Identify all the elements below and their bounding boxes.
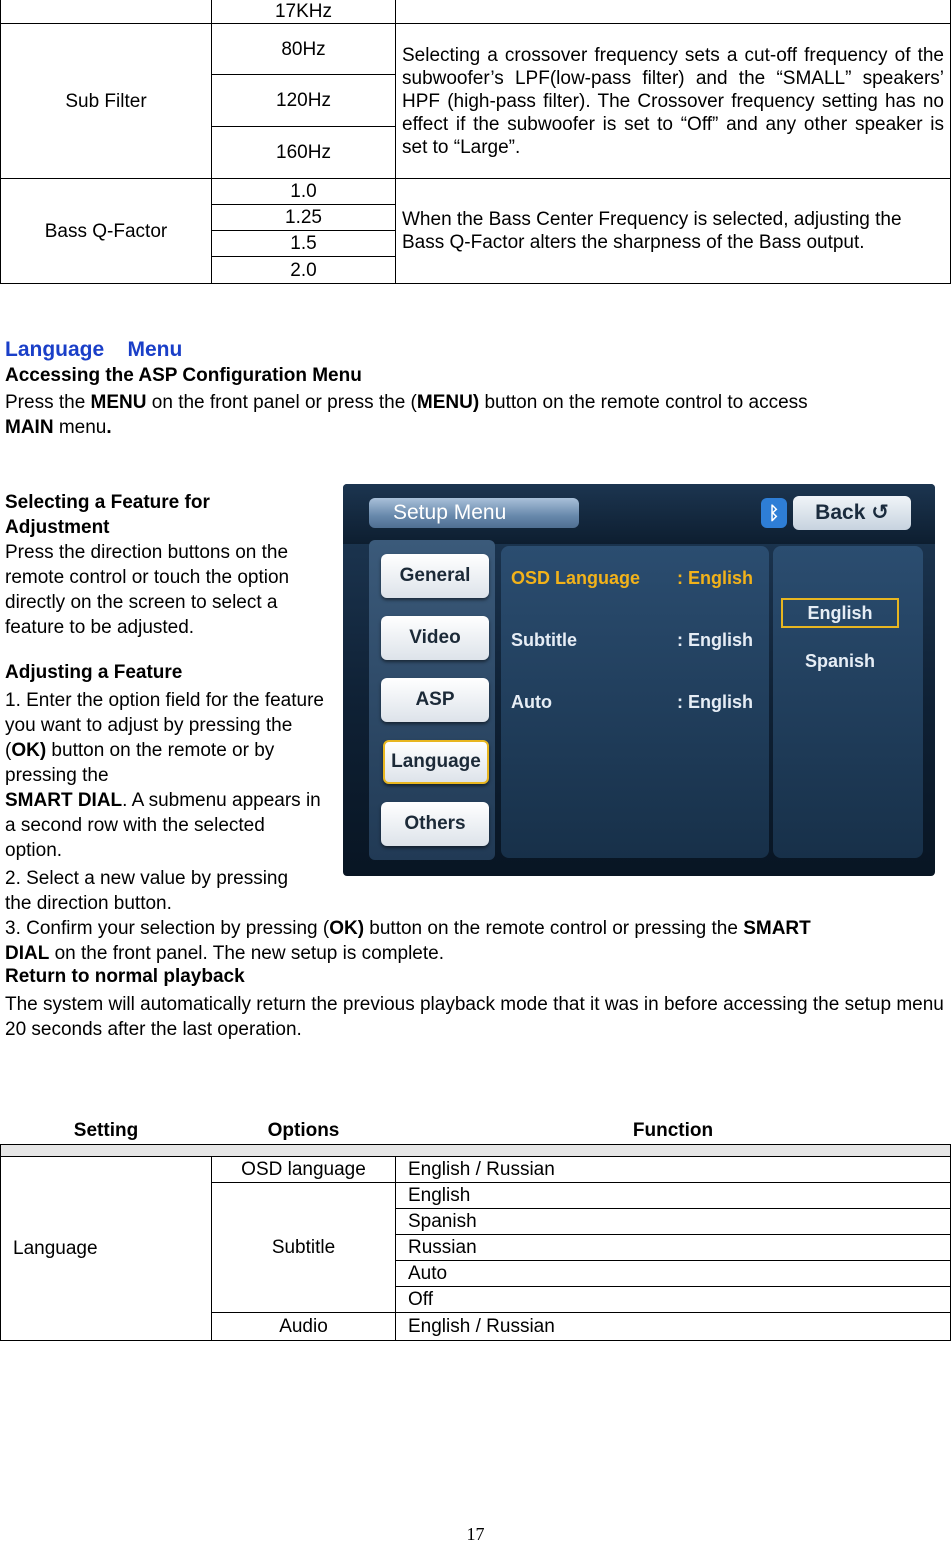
option-subtitle[interactable]: Subtitle : English	[511, 630, 753, 650]
section-title: Language Menu	[5, 338, 183, 361]
language-settings-table	[0, 1118, 951, 1341]
subtitle-value: Auto	[396, 1260, 951, 1286]
smart-dial-key: SMART DIAL	[5, 790, 123, 811]
selecting-text: Press the direction buttons on the remote control or touch the option directly on the screen to select a feature to be adjusted.	[5, 542, 290, 638]
bass-q-label: Bass Q-Factor	[1, 179, 212, 284]
tab-general[interactable]: General	[381, 554, 489, 598]
option-17khz: 17KHz	[212, 0, 396, 24]
page-number: 17	[466, 1524, 485, 1544]
option-osd-language-cell: OSD language	[212, 1156, 396, 1182]
adjusting-step-3: 3. Confirm your selection by pressing (OK) button on the remote control or pressing the SMART DIAL on the front panel. The new setup is complete.	[5, 918, 811, 964]
header-function: Function	[632, 1120, 714, 1142]
option-auto[interactable]: Auto : English	[511, 692, 753, 712]
header-setting: Setting	[73, 1120, 139, 1142]
option-osd-language[interactable]: OSD Language : English	[511, 568, 753, 588]
menu-key: MENU	[90, 392, 147, 413]
sub-filter-label: Sub Filter	[1, 24, 212, 179]
crossover-settings-table	[0, 0, 951, 284]
selecting-heading: Selecting a Feature for Adjustment	[5, 492, 210, 538]
choices-panel	[773, 546, 923, 858]
audio-value: English / Russian	[396, 1312, 951, 1340]
tab-video[interactable]: Video	[381, 616, 489, 660]
adjusting-step-2: 2. Select a new value by pressing the direction button.	[5, 868, 289, 914]
return-text: The system will automatically return the previous playback mode that it was in before accessing the setup menu 20 seconds after the last operation.	[5, 994, 944, 1040]
subtitle-value: Russian	[396, 1234, 951, 1260]
option-audio-cell: Audio	[212, 1312, 396, 1340]
subtitle-value: English	[396, 1182, 951, 1208]
sub-filter-option: 80Hz	[212, 24, 396, 75]
setup-menu-title: Setup Menu	[369, 498, 579, 528]
back-button[interactable]: Back ↺	[793, 496, 911, 530]
main-key: MAIN	[5, 417, 54, 438]
accessing-paragraph: Press the MENU on the front panel or press the (MENU) button on the remote control to access MAIN menu.	[5, 392, 808, 438]
choice-english[interactable]: English	[781, 598, 899, 628]
header-options: Options	[267, 1120, 340, 1142]
bass-q-option: 2.0	[212, 257, 396, 284]
ok-key: OK)	[11, 740, 47, 761]
osd-language-value: English / Russian	[396, 1156, 951, 1182]
bass-q-option: 1.0	[212, 179, 396, 205]
option-subtitle-cell: Subtitle	[212, 1182, 396, 1312]
menu-remote-key: MENU)	[416, 392, 480, 413]
header-divider	[1, 1144, 951, 1156]
tab-asp[interactable]: ASP	[381, 678, 489, 722]
setting-language: Language	[1, 1156, 212, 1340]
tab-others[interactable]: Others	[381, 802, 489, 846]
setup-menu-screenshot	[343, 484, 935, 876]
sub-filter-description: Selecting a crossover frequency sets a cut-off frequency of the subwoofer’s LPF(low-pass filter) and the “SMALL” speakers’ HPF (high-pass filter). The Crossover frequency setting has no effect if the subwoofer is set to “Off” and any other speaker is set to “Large”.	[396, 24, 951, 179]
bluetooth-icon[interactable]: ᛒ	[761, 498, 787, 528]
subtitle-value: Off	[396, 1286, 951, 1312]
adjusting-step-1: 1. Enter the option field for the feature you want to adjust by pressing the (OK) button on the remote or by pressing the SMART DIAL. A submenu appears in a second row with the selected option.	[5, 690, 324, 861]
bass-q-description: When the Bass Center Frequency is selected, adjusting the Bass Q-Factor alters the sharpness of the Bass output.	[396, 179, 951, 284]
tab-language[interactable]: Language	[383, 740, 489, 784]
choice-spanish[interactable]: Spanish	[804, 651, 875, 671]
return-heading: Return to normal playback	[5, 966, 245, 987]
bass-q-option: 1.25	[212, 205, 396, 231]
sub-filter-option: 120Hz	[212, 75, 396, 127]
bass-q-option: 1.5	[212, 231, 396, 257]
accessing-heading: Accessing the ASP Configuration Menu	[5, 365, 362, 386]
adjusting-heading: Adjusting a Feature	[5, 662, 183, 683]
subtitle-value: Spanish	[396, 1208, 951, 1234]
sub-filter-option: 160Hz	[212, 127, 396, 179]
